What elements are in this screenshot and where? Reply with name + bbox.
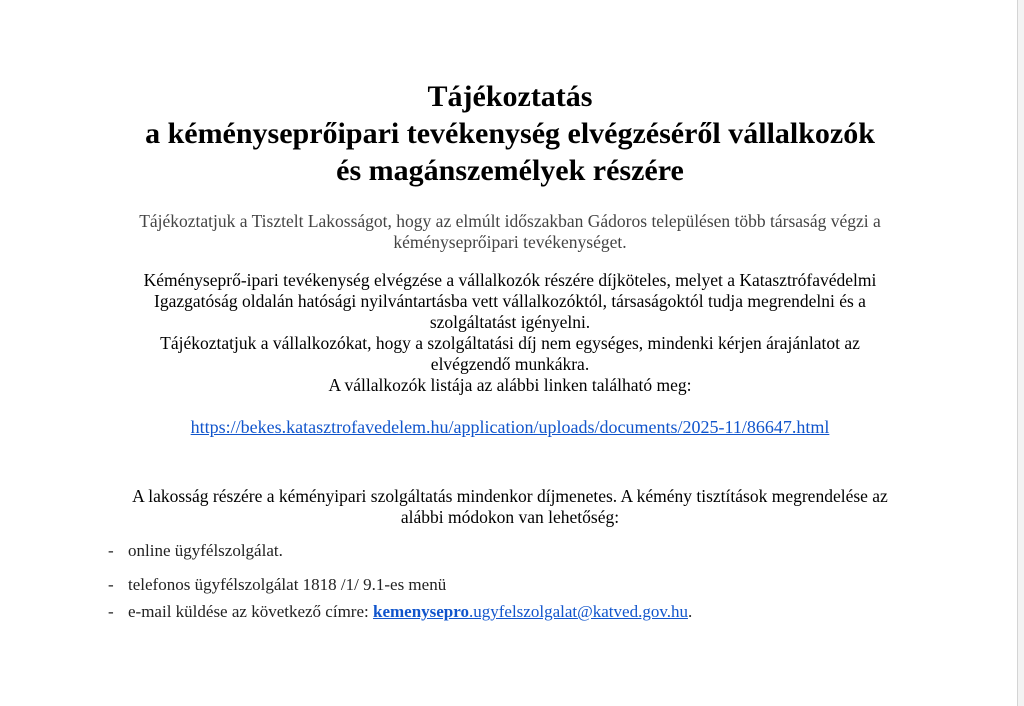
document-title bbox=[0, 78, 1020, 189]
business-line-2: Igazgatóság oldalán hatósági nyilvántartásba vett vállalkozóktól, társaságoktól tudja megrendelni és a bbox=[154, 291, 866, 311]
residents-line-2: alábbi módokon van lehetőség: bbox=[400, 507, 620, 527]
residents-paragraph bbox=[60, 486, 960, 528]
list-item-label: e-mail küldése az következő címre: bbox=[128, 602, 373, 621]
contractor-list-link[interactable]: https://bekes.katasztrofavedelem.hu/application/uploads/documents/2025-11/86647.html bbox=[190, 417, 830, 437]
intro-line-2: kéményseprőipari tevékenységet. bbox=[393, 232, 627, 252]
email-link[interactable] bbox=[373, 602, 688, 621]
link-paragraph bbox=[60, 417, 960, 438]
intro-line-1: Tájékoztatjuk a Tisztelt Lakosságot, hogy az elmúlt időszakban Gádoros településen több társaság végzi a bbox=[139, 211, 881, 231]
page-edge bbox=[1017, 0, 1024, 706]
list-item-email bbox=[108, 602, 692, 622]
intro-paragraph bbox=[60, 211, 960, 253]
title-line-3: és magánszemélyek részére bbox=[336, 154, 684, 187]
list-item-label: online ügyfélszolgálat. bbox=[128, 541, 283, 560]
title-line-2: a kéményseprőipari tevékenység elvégzéséről vállalkozók bbox=[145, 117, 875, 150]
list-item-phone bbox=[108, 575, 692, 595]
business-line-5: elvégzendő munkákra. bbox=[430, 354, 590, 374]
contact-options-list bbox=[108, 541, 692, 622]
list-item-online bbox=[108, 541, 692, 561]
list-dash: - bbox=[108, 541, 114, 560]
business-line-4: Tájékoztatjuk a vállalkozókat, hogy a szolgáltatási díj nem egységes, mindenki kérjen árajánlatot az bbox=[160, 333, 860, 353]
list-item-period: . bbox=[687, 602, 693, 621]
business-line-3: szolgáltatást igényelni. bbox=[429, 312, 591, 332]
list-dash: - bbox=[108, 575, 114, 594]
email-bold-part: kemenysepro bbox=[372, 602, 469, 621]
residents-line-1: A lakosság részére a kéményipari szolgáltatás mindenkor díjmenetes. A kémény tisztítások megrendelése az bbox=[132, 486, 888, 506]
business-paragraph bbox=[60, 270, 960, 396]
list-item-label: telefonos ügyfélszolgálat 1818 /1/ 9.1-es menü bbox=[128, 575, 447, 594]
email-rest-part: .ugyfelszolgalat@katved.gov.hu bbox=[469, 602, 688, 621]
business-line-6: A vállalkozók listája az alábbi linken található meg: bbox=[328, 375, 692, 395]
list-dash: - bbox=[108, 602, 114, 621]
title-line-1: Tájékoztatás bbox=[427, 80, 593, 113]
business-line-1: Kéményseprő-ipari tevékenység elvégzése a vállalkozók részére díjköteles, melyet a Katasztrófavédelmi bbox=[143, 270, 877, 290]
